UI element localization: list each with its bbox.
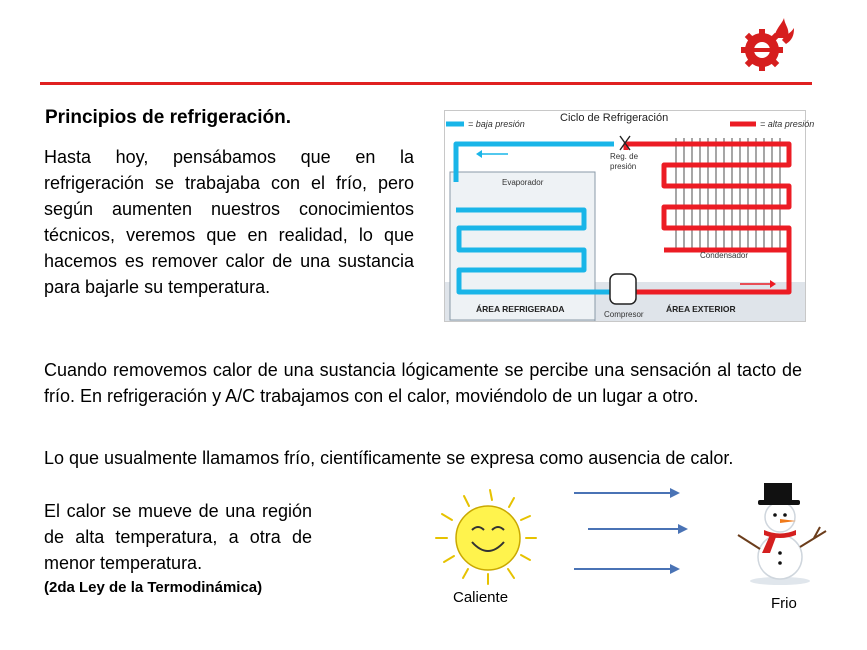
valve-label: Reg. de xyxy=(610,152,639,161)
heat-flow-paragraph: El calor se mueve de una región de alta temperatura, a otra de menor temperatura. xyxy=(44,501,312,573)
low-pressure-label: = baja presión xyxy=(468,119,525,129)
arrow-right-icon xyxy=(574,488,680,498)
valve-label-2: presión xyxy=(610,162,637,171)
thermodynamics-law-note: (2da Ley de la Termodinámica) xyxy=(44,579,263,596)
hot-label: Caliente xyxy=(453,589,509,606)
condenser-label: Condensador xyxy=(700,251,749,260)
refrigeration-cycle-diagram xyxy=(444,110,815,322)
intro-paragraph: Hasta hoy, pensábamos que en la refrigeración se trabajaba con el frío, pero según aumenten nuestros conocimientos técnicos, veremos que en realidad, lo que hacemos es remover calor de una sustancia para bajarle su temperatura. xyxy=(44,147,414,297)
evaporator-label: Evaporador xyxy=(502,178,544,187)
refrigerated-area-label: ÁREA REFRIGERADA xyxy=(476,304,565,314)
institution-logo xyxy=(738,14,798,74)
cold-definition-paragraph: Lo que usualmente llamamos frío, científicamente se expresa como ausencia de calor. xyxy=(44,448,734,468)
outside-area-label: ÁREA EXTERIOR xyxy=(666,304,736,314)
compressor-icon xyxy=(610,274,636,304)
diagram-title: Ciclo de Refrigeración xyxy=(560,112,669,124)
heat-flow-arrows xyxy=(570,478,690,578)
page-title: Principios de refrigeración. xyxy=(45,107,292,128)
flame-icon xyxy=(774,18,794,44)
refrigerated-area-box xyxy=(450,172,595,320)
cold-label: Frio xyxy=(771,595,797,612)
heat-removal-paragraph: Cuando removemos calor de una sustancia lógicamente se percibe una sensación al tacto de frío. En refrigeración y A/C trabajamos con el calor, moviéndolo de un lugar a otro. xyxy=(44,360,802,406)
arrow-right-icon xyxy=(588,524,688,534)
snowman-icon xyxy=(730,475,830,585)
arrow-right-icon xyxy=(574,564,680,574)
high-pressure-label: = alta presión xyxy=(760,119,815,129)
sun-icon xyxy=(430,486,545,586)
header-divider xyxy=(40,82,812,85)
compressor-label: Compresor xyxy=(604,310,644,319)
